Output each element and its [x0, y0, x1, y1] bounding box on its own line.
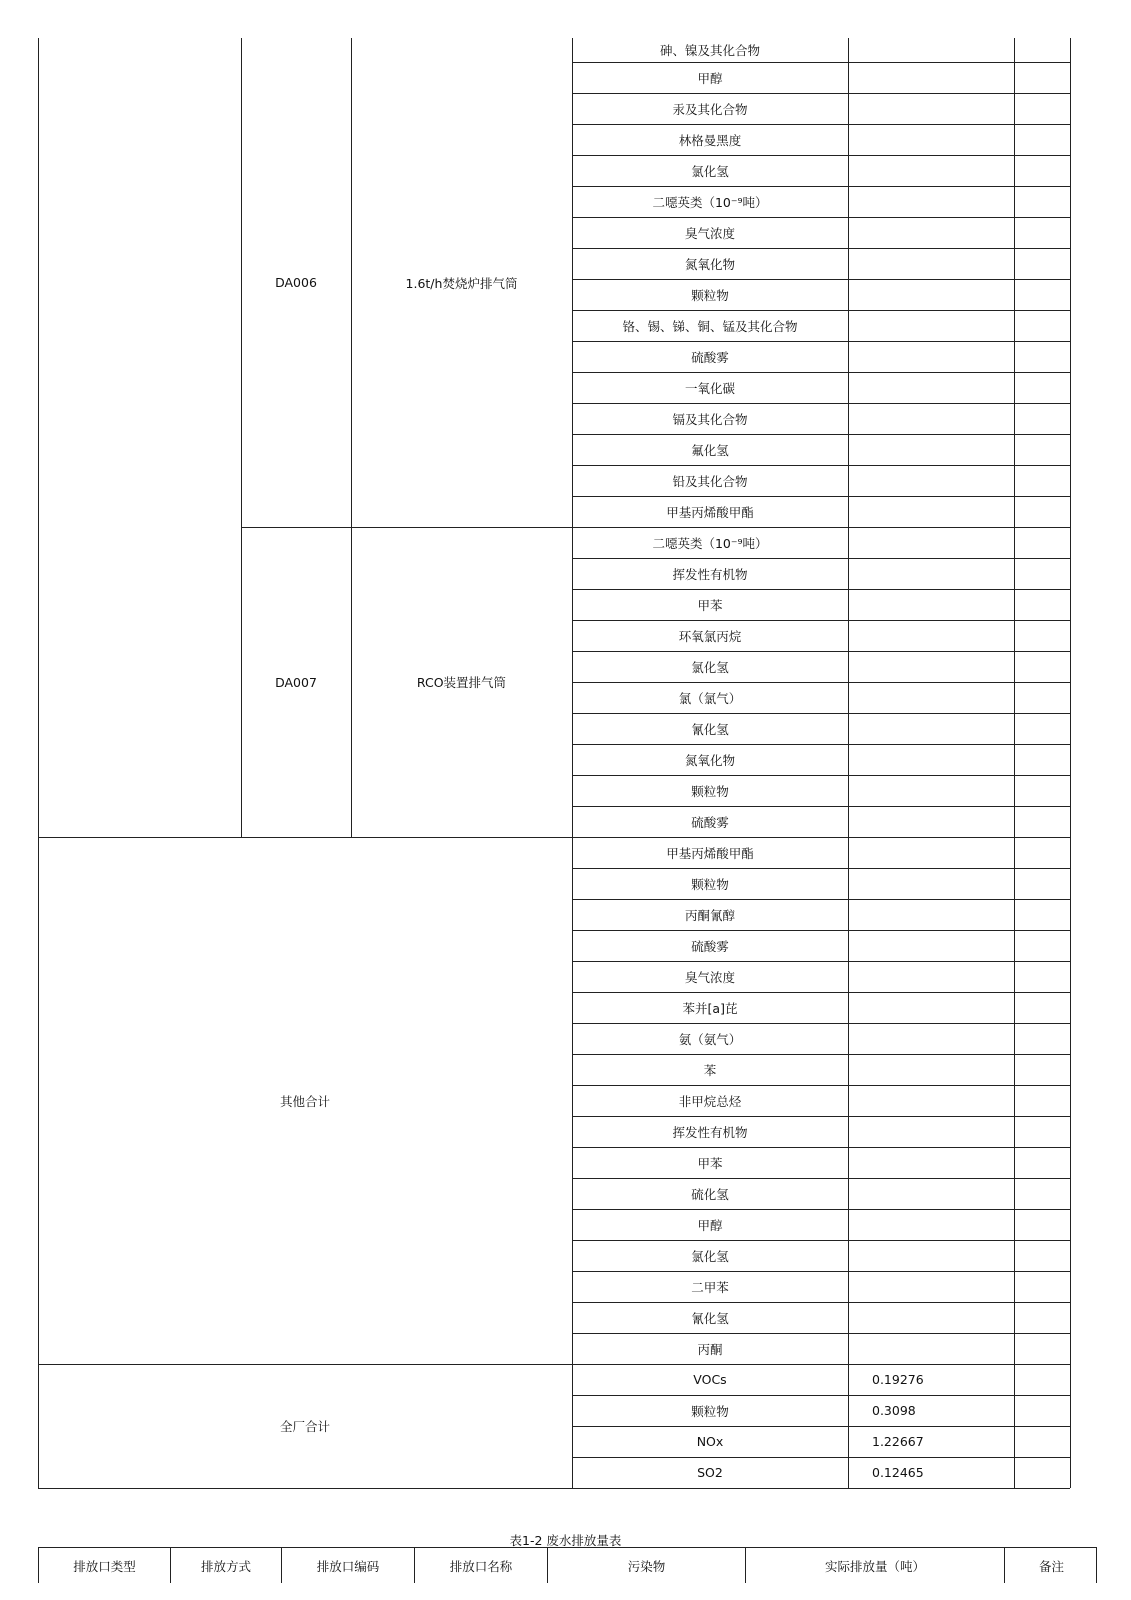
remark	[1014, 1271, 1070, 1302]
emission-amount: 0.12465	[872, 1465, 924, 1480]
emission-amount	[848, 992, 1014, 1023]
pollutant-name: 硫酸雾	[691, 349, 729, 365]
emission-amount	[848, 1147, 1014, 1178]
emission-amount	[848, 1271, 1014, 1302]
remark	[1014, 372, 1070, 403]
pollutant-name: 硫酸雾	[691, 938, 729, 954]
emission-amount	[848, 248, 1014, 279]
remark	[1014, 1364, 1070, 1395]
remark	[1014, 1147, 1070, 1178]
outlet-code: DA006	[275, 275, 317, 290]
pollutant-name: 甲醇	[697, 70, 723, 86]
emission-amount: 0.3098	[872, 1403, 916, 1418]
emission-amount	[848, 1302, 1014, 1333]
grid-line	[572, 38, 573, 1488]
pollutant-name: 氰化氢	[691, 721, 729, 737]
wastewater-header-cell: 备注	[1038, 1558, 1064, 1574]
outlet-code: DA007	[275, 674, 317, 690]
emission-amount	[848, 403, 1014, 434]
remark	[1014, 1178, 1070, 1209]
emission-amount	[848, 62, 1014, 93]
pollutant-name: 颗粒物	[691, 783, 729, 799]
remark	[1014, 62, 1070, 93]
pollutant-name: 二甲苯	[691, 1279, 729, 1295]
pollutant-name: 臭气浓度	[684, 969, 735, 985]
emission-amount	[848, 217, 1014, 248]
remark	[1014, 1333, 1070, 1364]
wastewater-table-caption: 表1-2 废水排放量表	[509, 1533, 622, 1548]
other-total-label: 其他合计	[279, 1093, 330, 1109]
pollutant-name: 砷、镍及其化合物	[659, 43, 760, 58]
emission-amount	[848, 651, 1014, 682]
pollutant-name: 二噁英类（10⁻⁹吨）	[652, 535, 768, 551]
remark	[1014, 1302, 1070, 1333]
pollutant-name: 氮氧化物	[684, 752, 735, 768]
remark	[1014, 961, 1070, 992]
pollutant-name: 臭气浓度	[684, 225, 735, 241]
pollutant-name: 铅及其化合物	[672, 473, 748, 489]
remark	[1014, 806, 1070, 837]
remark	[1014, 1240, 1070, 1271]
pollutant-name: 氮氧化物	[684, 256, 735, 272]
emission-amount	[848, 465, 1014, 496]
pollutant-name: 林格曼黑度	[678, 132, 742, 148]
emission-amount	[848, 1116, 1014, 1147]
pollutant-name: 颗粒物	[691, 876, 729, 892]
pollutant-name: 汞及其化合物	[672, 101, 748, 117]
pollutant-name: VOCs	[693, 1372, 727, 1387]
pollutant-name: 非甲烷总烃	[678, 1093, 742, 1109]
emission-amount	[848, 496, 1014, 527]
remark	[1014, 1426, 1070, 1457]
wastewater-header-cell: 排放口名称	[415, 1548, 548, 1583]
pollutant-name: 氨（氨气）	[678, 1031, 742, 1047]
emission-amount	[848, 961, 1014, 992]
emission-amount	[848, 1023, 1014, 1054]
pollutant-name: 颗粒物	[691, 1403, 729, 1419]
emission-amount	[848, 124, 1014, 155]
emission-amount	[848, 279, 1014, 310]
remark	[1014, 155, 1070, 186]
pollutant-name: 甲基丙烯酸甲酯	[666, 845, 754, 861]
table-left-border	[38, 38, 39, 1488]
pollutant-name: 甲醇	[697, 1217, 723, 1233]
pollutant-name: 丙酮	[697, 1341, 723, 1357]
remark	[1014, 403, 1070, 434]
table-right-border	[1070, 38, 1071, 1488]
grid-line	[241, 38, 242, 837]
remark	[1014, 186, 1070, 217]
grid-line	[848, 38, 849, 1488]
emission-amount	[848, 1054, 1014, 1085]
remark	[1014, 38, 1070, 62]
remark	[1014, 620, 1070, 651]
pollutant-name: 氟化氢	[691, 442, 729, 458]
pollutant-name: 苯	[703, 1062, 717, 1078]
pollutant-name: 镉及其化合物	[672, 411, 748, 427]
wastewater-header-cell: 排放口类型	[39, 1548, 171, 1583]
emission-amount	[848, 899, 1014, 930]
pollutant-name: 挥发性有机物	[672, 566, 748, 582]
pollutant-name: 苯并[a]芘	[682, 1000, 738, 1016]
emission-amount	[848, 589, 1014, 620]
remark	[1014, 217, 1070, 248]
remark	[1014, 1457, 1070, 1488]
remark	[1014, 1116, 1070, 1147]
pollutant-name: 氯化氢	[691, 659, 729, 675]
pollutant-name: 氰化氢	[691, 1310, 729, 1326]
wastewater-header-cell: 排放口编码	[282, 1548, 415, 1583]
remark	[1014, 558, 1070, 589]
emission-amount	[848, 806, 1014, 837]
emission-amount	[848, 1209, 1014, 1240]
emission-amount	[848, 930, 1014, 961]
emission-amount: 1.22667	[872, 1434, 924, 1449]
grid-line	[351, 38, 352, 837]
emission-amount	[848, 1240, 1014, 1271]
wastewater-table-header	[38, 1547, 1097, 1583]
remark	[1014, 124, 1070, 155]
outlet-name: RCO装置排气筒	[416, 675, 507, 690]
emission-amount	[848, 93, 1014, 124]
emission-amount	[848, 186, 1014, 217]
grid-line	[1014, 38, 1015, 1488]
remark	[1014, 248, 1070, 279]
emission-amount	[848, 620, 1014, 651]
remark	[1014, 341, 1070, 372]
emission-amount	[848, 155, 1014, 186]
pollutant-name: 一氧化碳	[684, 380, 735, 396]
remark	[1014, 775, 1070, 806]
emission-amount	[848, 1178, 1014, 1209]
pollutant-name: 丙酮氰醇	[684, 907, 735, 923]
remark	[1014, 434, 1070, 465]
remark	[1014, 837, 1070, 868]
remark	[1014, 496, 1070, 527]
pollutant-name: NOx	[696, 1434, 724, 1449]
table-bottom-border	[38, 1488, 1070, 1489]
emission-amount	[848, 558, 1014, 589]
pollutant-name: 颗粒物	[691, 287, 729, 303]
pollutant-name: 氯化氢	[691, 163, 729, 179]
remark	[1014, 930, 1070, 961]
wastewater-header-cell: 污染物	[548, 1548, 746, 1583]
remark	[1014, 744, 1070, 775]
pollutant-name: 硫化氢	[691, 1186, 729, 1202]
pollutant-name: 二噁英类（10⁻⁹吨）	[652, 194, 768, 210]
remark	[1014, 682, 1070, 713]
air-emission-table	[38, 38, 1097, 1530]
emission-amount	[848, 682, 1014, 713]
pollutant-name: 甲苯	[697, 1155, 723, 1171]
remark	[1014, 899, 1070, 930]
emission-amount	[848, 713, 1014, 744]
emission-amount	[848, 837, 1014, 868]
remark	[1014, 992, 1070, 1023]
remark	[1014, 1054, 1070, 1085]
emission-amount	[848, 38, 1014, 62]
emission-amount	[848, 341, 1014, 372]
emission-amount	[848, 744, 1014, 775]
pollutant-name: 氯（氯气）	[678, 690, 742, 706]
outlet-name: 1.6t/h焚烧炉排气筒	[405, 275, 518, 291]
remark	[1014, 527, 1070, 558]
remark	[1014, 279, 1070, 310]
emission-amount	[848, 868, 1014, 899]
remark	[1014, 651, 1070, 682]
emission-amount	[848, 527, 1014, 558]
section-divider	[38, 837, 241, 838]
pollutant-name: 氯化氢	[691, 1248, 729, 1264]
emission-amount	[848, 434, 1014, 465]
remark	[1014, 589, 1070, 620]
remark	[1014, 1085, 1070, 1116]
wastewater-header-cell: 排放方式	[171, 1548, 282, 1583]
remark	[1014, 310, 1070, 341]
emission-amount	[848, 775, 1014, 806]
remark	[1014, 465, 1070, 496]
emission-amount	[848, 1085, 1014, 1116]
emission-amount	[848, 310, 1014, 341]
remark	[1014, 713, 1070, 744]
pollutant-name: 挥发性有机物	[672, 1124, 748, 1140]
pollutant-name: 硫酸雾	[691, 814, 729, 830]
wastewater-header-cell: 实际排放量（吨）	[746, 1548, 1005, 1583]
emission-amount	[848, 1333, 1014, 1364]
remark	[1014, 1209, 1070, 1240]
pollutant-name: 环氧氯丙烷	[678, 628, 742, 644]
pollutant-name: 甲基丙烯酸甲酯	[666, 504, 754, 520]
emission-amount	[848, 372, 1014, 403]
pollutant-name: 甲苯	[697, 597, 723, 613]
remark	[1014, 1023, 1070, 1054]
pollutant-name: 铬、锡、锑、铜、锰及其化合物	[622, 318, 798, 334]
pollutant-name: SO2	[697, 1465, 723, 1480]
remark	[1014, 1395, 1070, 1426]
remark	[1014, 868, 1070, 899]
emission-amount: 0.19276	[872, 1372, 924, 1387]
remark	[1014, 93, 1070, 124]
plant-total-label: 全厂合计	[279, 1419, 330, 1434]
